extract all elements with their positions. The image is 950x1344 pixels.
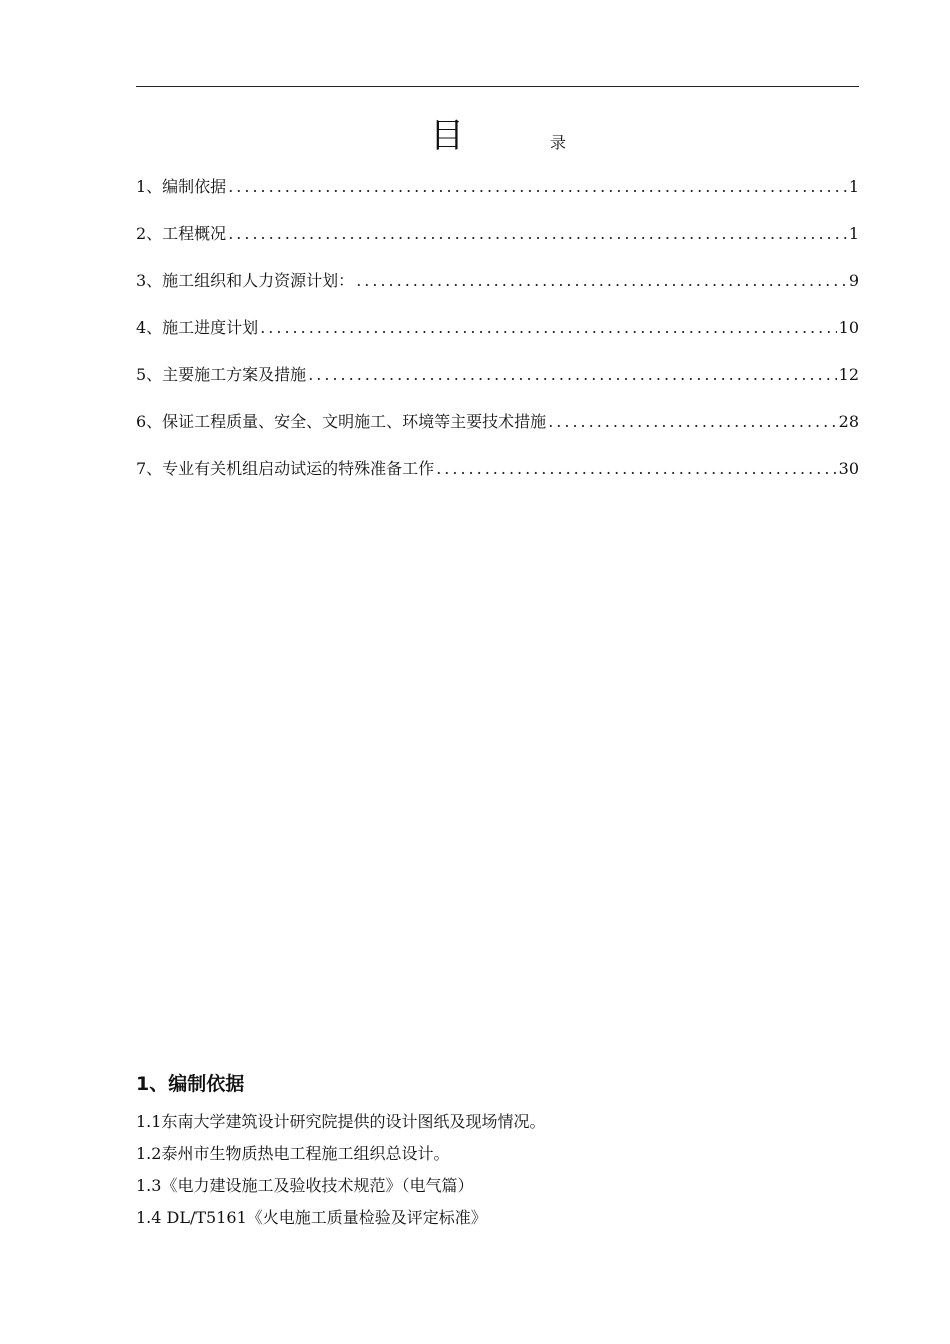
section-item-2: 1.2泰州市生物质热电工程施工组织总设计。 [136,1144,450,1163]
section-item-1: 1.1东南大学建筑设计研究院提供的设计图纸及现场情况。 [136,1112,546,1131]
toc-entry-7[interactable] [136,455,859,502]
toc-entry-page: 1 [848,177,859,196]
toc-entry-6[interactable] [136,408,859,455]
section-compilation-basis [136,1068,859,1234]
toc-entry-text: 6、保证工程质量、安全、文明施工、环境等主要技术措施 [136,412,547,431]
toc-entry-page: 10 [838,318,859,337]
section-item-4: 1.4 DL/T5161《火电施工质量检验及评定标准》 [136,1208,487,1227]
toc-dot-leader [228,173,847,201]
toc-dot-leader [356,267,847,295]
toc-entry-5[interactable] [136,361,859,408]
toc-dot-leader [260,314,836,342]
toc-entry-text: 7、专业有关机组启动试运的特殊准备工作 [136,459,435,478]
toc-list [136,173,859,502]
toc-entry-text: 5、主要施工方案及措施 [136,365,307,384]
toc-title [0,112,950,162]
section-item-3: 1.3《电力建设施工及验收技术规范》（电气篇） [136,1176,474,1195]
toc-dot-leader [228,220,847,248]
toc-entry-3[interactable] [136,267,859,314]
header-rule [136,86,859,87]
toc-entry-4[interactable] [136,314,859,361]
toc-title-char-2: 录 [550,133,567,152]
section-heading: 1、编制依据 [136,1073,245,1095]
toc-dot-leader [548,408,836,436]
toc-entry-page: 28 [838,412,859,431]
toc-entry-page: 12 [838,365,859,384]
toc-entry-page: 1 [848,224,859,243]
toc-entry-text: 3、施工组织和人力资源计划： [136,271,355,290]
toc-entry-text: 2、工程概况 [136,224,227,243]
toc-entry-text: 4、施工进度计划 [136,318,259,337]
toc-dot-leader [308,361,836,389]
toc-entry-text: 1、编制依据 [136,177,227,196]
toc-entry-1[interactable] [136,173,859,220]
toc-entry-2[interactable] [136,220,859,267]
toc-entry-page: 9 [848,271,859,290]
toc-title-char-1: 目 [430,116,464,156]
toc-entry-page: 30 [838,459,859,478]
toc-dot-leader [436,455,836,483]
